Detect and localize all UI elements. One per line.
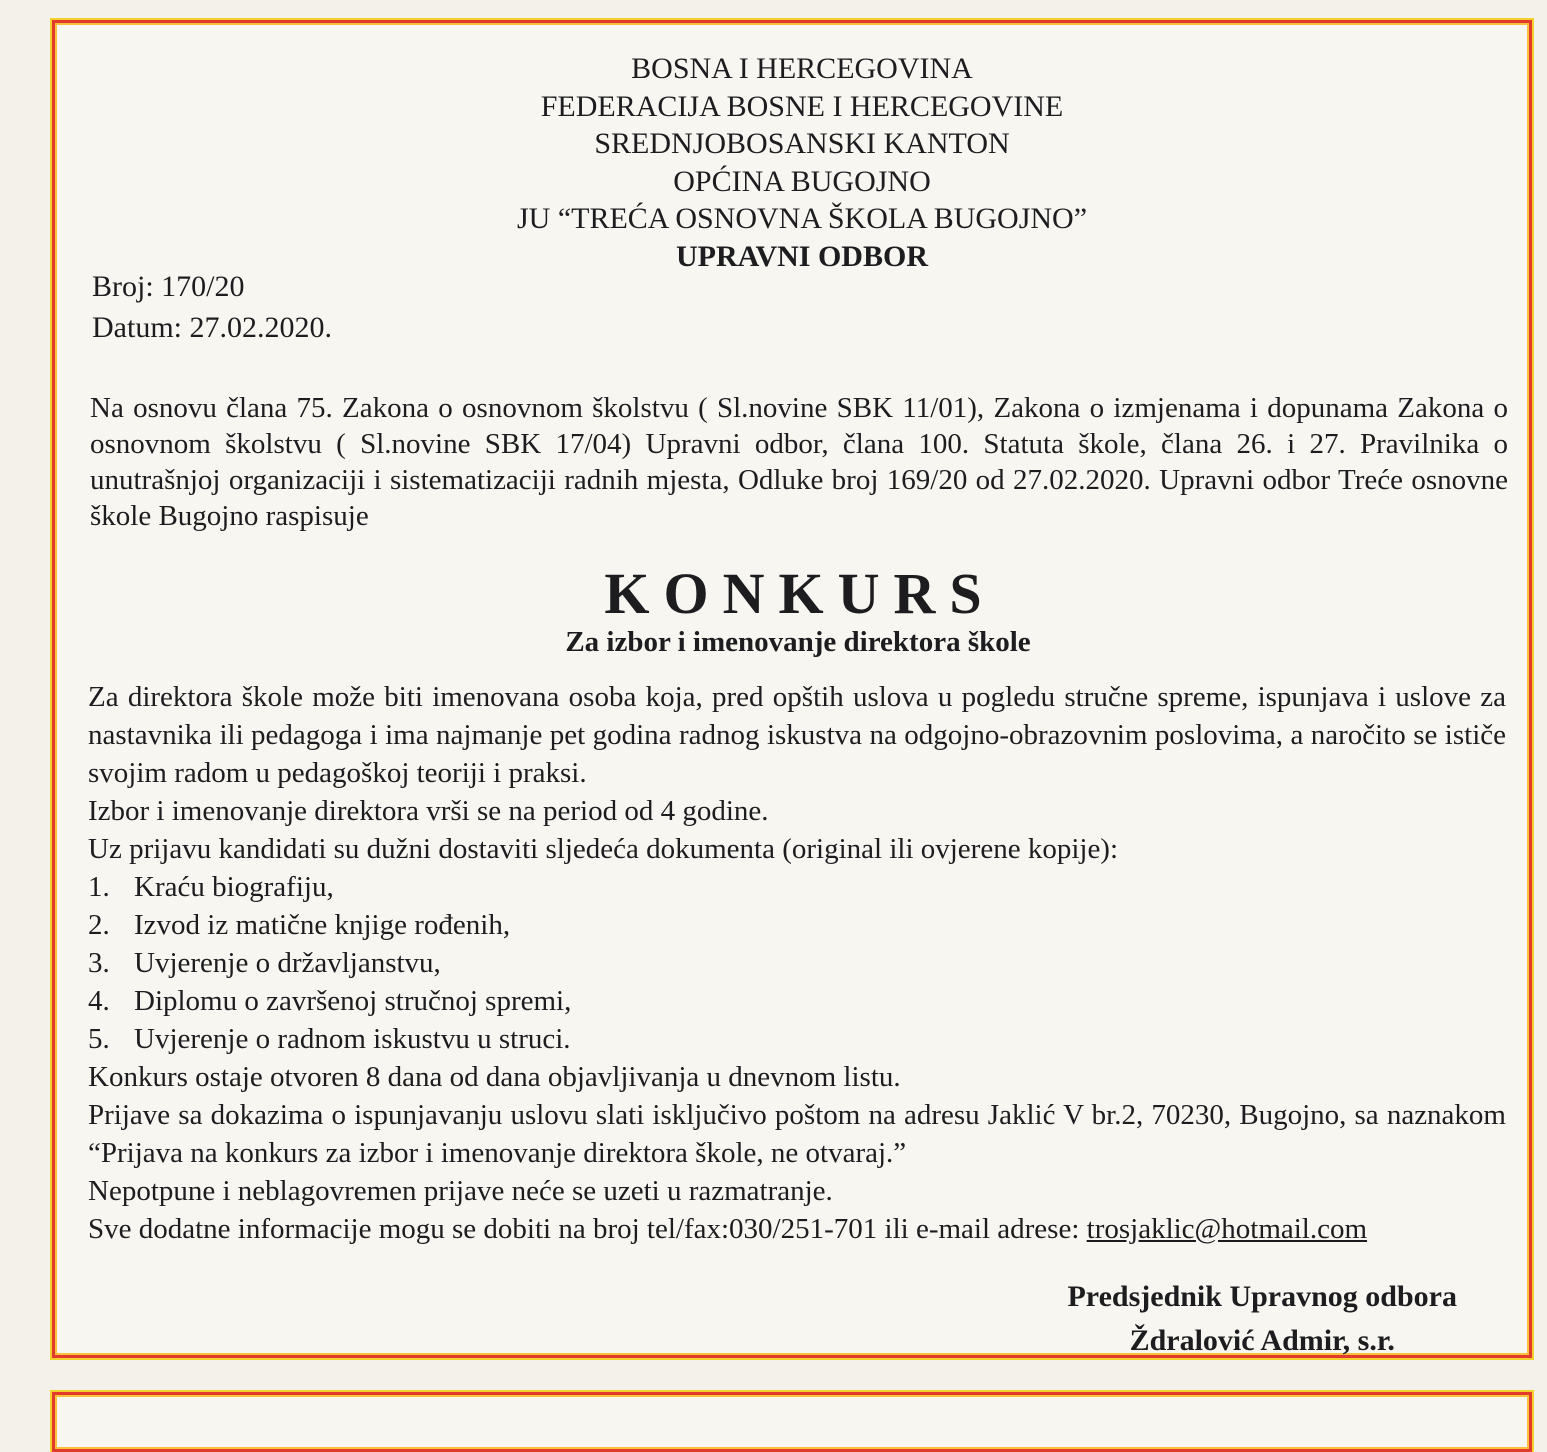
signatory-name: Ždralović Admir, s.r.: [1129, 1324, 1395, 1357]
notice-body: [88, 678, 1506, 1248]
conditions-paragraph: Za direktora škole može biti imenovana osoba koja, pred opštih uslova u pogledu stručne spreme, ispunjava i uslove za nastavnika ili pedagoga i ima najmanje pet godina radnog iskustva na odgojno-obrazovnim poslovima, a naročito se ističe svojim radom u pedagoškoj teoriji i praksi.: [88, 681, 1506, 789]
document-meta: [92, 266, 332, 348]
header-line-country: BOSNA I HERCEGOVINA: [631, 52, 973, 85]
contact-text: Sve dodatne informacije mogu se dobiti na broj tel/fax:030/251-701 ili e-mail adrese:: [88, 1213, 1087, 1245]
header-line-municipality: OPĆINA BUGOJNO: [673, 164, 931, 198]
header-line-federation: FEDERACIJA BOSNE I HERCEGOVINE: [540, 89, 1064, 123]
incomplete-applications-note: Nepotpune i neblagovremen prijave neće se uzeti u razmatranje.: [88, 1175, 833, 1207]
email-link[interactable]: trosjaklic@hotmail.com: [1086, 1213, 1368, 1245]
institution-header: [0, 50, 1547, 275]
signatory-role: Predsjednik Upravnog odbora: [1067, 1280, 1457, 1313]
list-item: [88, 1020, 1506, 1058]
list-item-text: Uvjerenje o radnom iskustvu u struci.: [134, 1023, 571, 1055]
list-item-text: Diplomu o završenoj stručnoj spremi,: [134, 985, 572, 1017]
header-line-board: UPRAVNI ODBOR: [676, 239, 928, 273]
list-item: [88, 982, 1506, 1020]
list-item-number: 2.: [88, 909, 110, 941]
list-item: [88, 944, 1506, 982]
list-item: [88, 868, 1506, 906]
documents-intro-text: Uz prijavu kandidati su dužni dostaviti sljedeća dokumenta (original ili ovjerene kopije):: [88, 833, 1119, 865]
open-period-text: Konkurs ostaje otvoren 8 dana od dana objavljivanja u dnevnom listu.: [88, 1061, 901, 1093]
page-subtitle: Za izbor i imenovanje direktora škole: [565, 626, 1031, 658]
list-item-number: 4.: [88, 985, 110, 1017]
page-title: KONKURS: [604, 561, 996, 626]
contact-line: [88, 1210, 1506, 1248]
header-line-school: JU “TREĆA OSNOVNA ŠKOLA BUGOJNO”: [516, 202, 1088, 235]
header-line-canton: SREDNJOBOSANSKI KANTON: [594, 127, 1010, 160]
list-item-text: Kraću biografiju,: [134, 871, 334, 903]
term-period-text: Izbor i imenovanje direktora vrši se na period od 4 godine.: [88, 795, 769, 827]
reference-number: Broj: 170/20: [92, 270, 245, 303]
list-item: [88, 906, 1506, 944]
list-item-number: 3.: [88, 947, 110, 979]
list-item-number: 5.: [88, 1023, 110, 1055]
list-item-text: Uvjerenje o državljanstvu,: [134, 947, 441, 979]
list-item-number: 1.: [88, 871, 110, 903]
signature-block: [1067, 1275, 1457, 1363]
submission-instructions: Prijave sa dokazima o ispunjavanju uslovu slati isključivo poštom na adresu Jaklić V br.2, 70230, Bugojno, sa naznakom “Prijava na konkurs za izbor i imenovanje direktora škole, ne otvaraj.”: [88, 1099, 1506, 1169]
document-date: Datum: 27.02.2020.: [92, 311, 332, 344]
legal-basis-paragraph: Na osnovu člana 75. Zakona o osnovnom školstvu ( Sl.novine SBK 11/01), Zakona o izmjenama i dopunama Zakona o osnovnom školstvu ( Sl.novine SBK 17/04) Upravni odbor, člana 100. Statuta škole, člana 26. i 27. Pravilnika o unutrašnjoj organizaciji i sistematizaciji radnih mjesta, Odluke broj 169/20 od 27.02.2020. Upravni odbor Treće osnovne škole Bugojno raspisuje: [90, 392, 1508, 532]
next-notice-frame: [52, 1392, 1532, 1452]
required-documents-list: [88, 868, 1506, 1058]
list-item-text: Izvod iz matične knjige rođenih,: [134, 909, 511, 941]
